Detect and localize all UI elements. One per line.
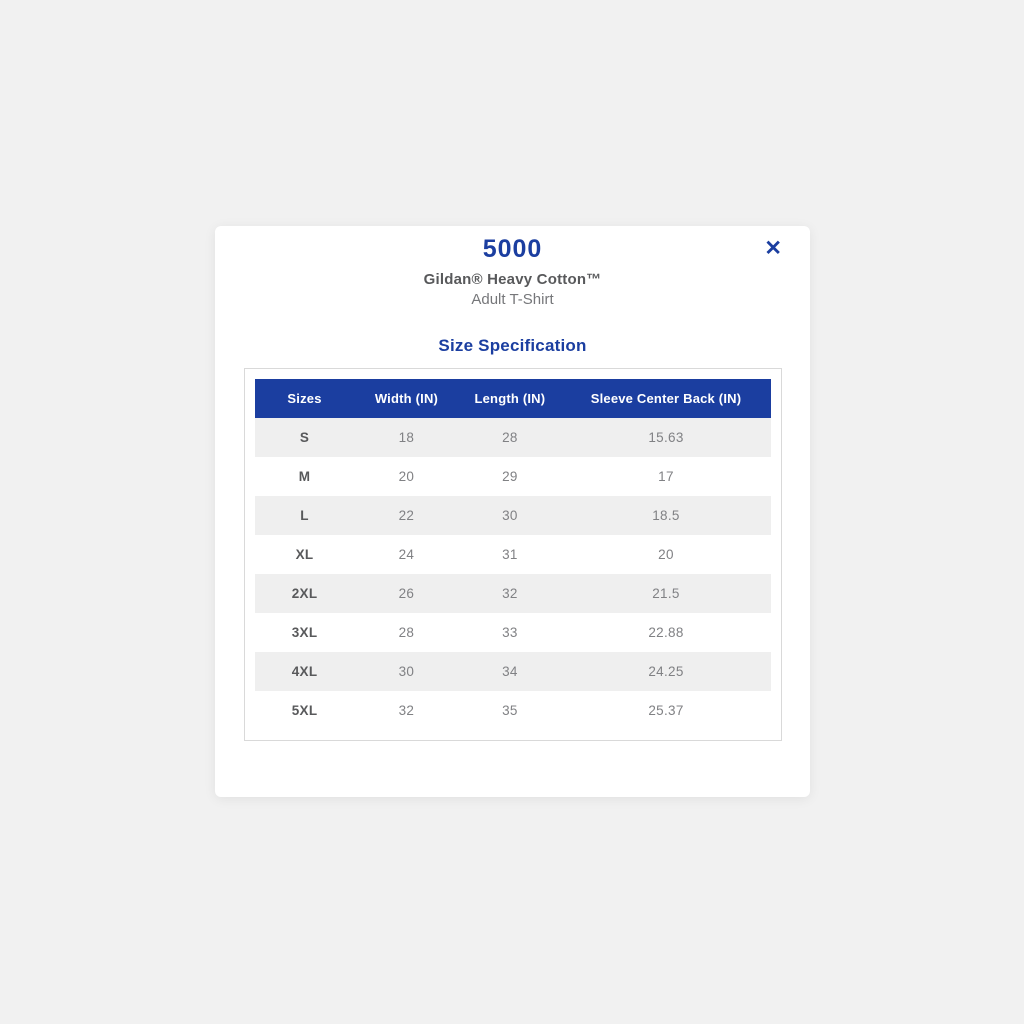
table-row xyxy=(255,691,771,730)
product-name: Adult T-Shirt xyxy=(471,291,554,308)
size-cell: 5XL xyxy=(291,703,318,718)
length-cell: 34 xyxy=(502,664,518,679)
length-cell: 31 xyxy=(502,547,518,562)
header-length: Length (IN) xyxy=(458,379,561,418)
size-table xyxy=(255,379,771,730)
table-row xyxy=(255,652,771,691)
sleeve-cell: 22.88 xyxy=(648,625,684,640)
sleeve-cell: 15.63 xyxy=(648,430,684,445)
length-cell: 33 xyxy=(502,625,518,640)
size-cell: S xyxy=(299,430,310,445)
width-cell: 30 xyxy=(398,664,415,679)
sleeve-cell: 24.25 xyxy=(648,664,684,679)
table-row xyxy=(255,613,771,652)
length-cell: 30 xyxy=(502,508,518,523)
size-cell: 4XL xyxy=(291,664,318,679)
header-sleeve-center-back: Sleeve Center Back (IN) xyxy=(561,379,770,418)
table-row xyxy=(255,535,771,574)
size-chart-modal xyxy=(215,226,810,797)
length-cell: 35 xyxy=(502,703,518,718)
width-cell: 22 xyxy=(398,508,415,523)
size-cell: L xyxy=(300,508,309,523)
sleeve-cell: 21.5 xyxy=(652,586,680,601)
table-row xyxy=(255,418,771,457)
size-cell: M xyxy=(298,469,311,484)
section-title: Size Specification xyxy=(438,336,587,355)
sleeve-cell: 20 xyxy=(658,547,674,562)
width-cell: 20 xyxy=(398,469,415,484)
size-cell: 3XL xyxy=(291,625,318,640)
close-icon[interactable]: ✕ xyxy=(760,234,786,263)
table-row xyxy=(255,457,771,496)
width-cell: 18 xyxy=(398,430,415,445)
length-cell: 28 xyxy=(502,430,518,445)
size-cell: XL xyxy=(295,547,314,562)
header-sizes: Sizes xyxy=(255,379,355,418)
sleeve-cell: 18.5 xyxy=(652,508,680,523)
sleeve-cell: 25.37 xyxy=(648,703,684,718)
header-width: Width (IN) xyxy=(355,379,459,418)
size-table-container xyxy=(244,368,782,741)
length-cell: 32 xyxy=(502,586,518,601)
width-cell: 32 xyxy=(398,703,415,718)
width-cell: 24 xyxy=(398,547,415,562)
width-cell: 26 xyxy=(398,586,415,601)
width-cell: 28 xyxy=(398,625,415,640)
product-code-title: 5000 xyxy=(482,235,543,263)
table-header-row xyxy=(255,379,771,418)
brand-name: Gildan® Heavy Cotton™ xyxy=(423,271,602,288)
length-cell: 29 xyxy=(502,469,518,484)
table-row xyxy=(255,496,771,535)
table-row xyxy=(255,574,771,613)
sleeve-cell: 17 xyxy=(658,469,674,484)
size-cell: 2XL xyxy=(291,586,318,601)
